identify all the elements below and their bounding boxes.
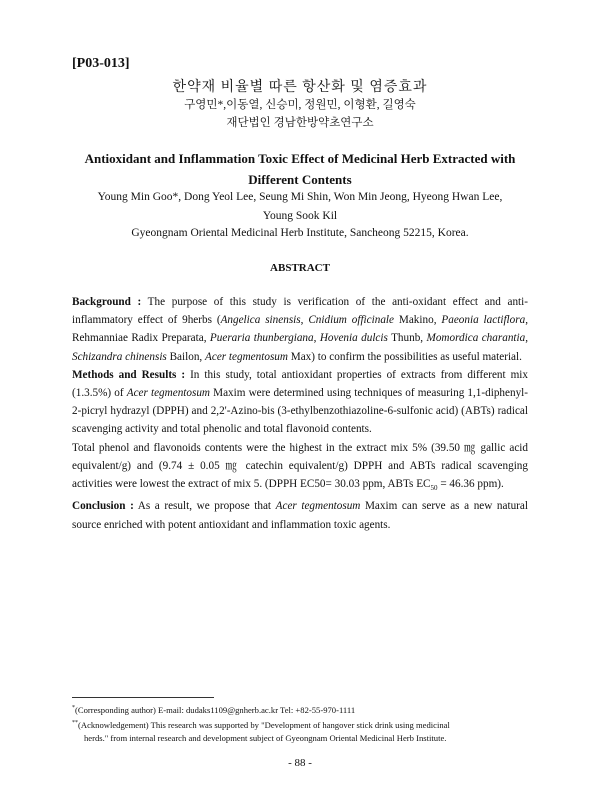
korean-institute: 재단법인 경남한방약초연구소 bbox=[226, 117, 374, 129]
footnotes bbox=[72, 702, 532, 745]
english-title-line-1: Antioxidant and Inflammation Toxic Effect of Medicinal Herb Extracted with bbox=[84, 151, 516, 166]
english-authors-line-1: Young Min Goo*, Dong Yeol Lee, Seung Mi Shin, Won Min Jeong, Hyeong Hwan Lee, bbox=[97, 191, 503, 203]
conclusion-paragraph bbox=[72, 497, 528, 533]
results-text: Total phenol and flavonoids contents were the highest in the extract mix 5% (39.50 ㎎ gallic acid equivalent/g) and (9.74 ± 0.05 ㎎ catechin equivalent/g) DPPH and ABTs radical scavenging activities were lowest the extract of mix 5. (DPPH EC50= 30.03 ppm, ABTs EC bbox=[72, 441, 528, 491]
herb-name: Schizandra chinensis bbox=[72, 350, 167, 363]
herb-name: Momordica charantia bbox=[426, 332, 526, 345]
results-text: = 46.36 ppm). bbox=[437, 478, 504, 491]
background-paragraph bbox=[72, 293, 528, 366]
background-label: Background : bbox=[72, 296, 142, 308]
english-institute: Gyeongnam Oriental Medicinal Herb Institute, Sancheong 52215, Korea. bbox=[131, 227, 469, 239]
english-authors-line-2: Young Sook Kil bbox=[262, 210, 338, 222]
methods-text: Maxim were determined using techniques of measuring 1,1-diphenyl-2-picryl hydrazyl (DPPH) and 2,2'-Azino-bis (3-ethylbenzothiazoline-6-sulfonic acid) (ABTs) radical scavenging activity and total phenolic and total flavonoid contents. bbox=[72, 387, 529, 436]
background-text: Bailon, bbox=[166, 350, 206, 363]
footnote-mark: * bbox=[72, 705, 75, 711]
herb-name: Acer tegmentosum bbox=[275, 500, 361, 513]
herb-name: Cnidium officinale bbox=[308, 314, 395, 327]
footnote-corresponding bbox=[72, 702, 532, 717]
background-text: Max) to confirm the possibilities as useful material. bbox=[287, 350, 522, 363]
english-title bbox=[60, 148, 540, 190]
results-paragraph bbox=[72, 439, 528, 498]
separator: , bbox=[313, 332, 320, 345]
conclusion-text: Maxim can serve as a new natural source enriched with potent antioxidant and inflammation toxic agents. bbox=[72, 500, 528, 531]
korean-title: 한약재 비율별 따른 항산화 및 염증효과 bbox=[172, 80, 428, 95]
poster-code: [P03-013] bbox=[72, 56, 130, 71]
background-text: Makino, bbox=[394, 314, 442, 327]
page-number: - 88 - bbox=[288, 757, 312, 769]
footnote-acknowledgement-cont: herds." from internal research and development subject of Gyeongnam Oriental Medicinal Herb Institute. bbox=[84, 732, 447, 743]
abstract-body bbox=[72, 293, 528, 534]
footnote-text: (Acknowledgement) This research was supported by "Development of hangover stick drink using medicinal bbox=[78, 719, 450, 730]
english-authors bbox=[60, 188, 540, 226]
herb-name: Hovenia dulcis bbox=[319, 332, 388, 345]
footnote-text: (Corresponding author) E-mail: dudaks1109@gnherb.ac.kr Tel: +82-55-970-1111 bbox=[75, 704, 356, 715]
english-title-line-2: Different Contents bbox=[248, 172, 352, 187]
herb-name: Pueraria thunbergiana bbox=[209, 332, 314, 345]
methods-label: Methods and Results : bbox=[72, 368, 186, 381]
herb-name: Angelica sinensis bbox=[220, 314, 301, 327]
methods-text: In this study, total antioxidant properties of extracts from different mix (1.3.5%) of bbox=[72, 368, 529, 400]
methods-paragraph bbox=[72, 366, 528, 439]
background-text: Thunb, bbox=[387, 332, 427, 345]
footnote-divider bbox=[72, 697, 214, 698]
footnote-mark: ** bbox=[72, 719, 78, 726]
conclusion-text: As a result, we propose that bbox=[133, 500, 276, 513]
separator: , bbox=[300, 314, 309, 327]
separator: , bbox=[525, 332, 529, 345]
background-text: , Rehmanniae Radix Preparata, bbox=[72, 314, 528, 345]
herb-name: Acer tegmentosum bbox=[126, 387, 211, 400]
conclusion-label: Conclusion : bbox=[72, 500, 134, 513]
abstract-heading: ABSTRACT bbox=[270, 262, 330, 274]
herb-name: Paeonia lactiflora bbox=[441, 314, 526, 327]
background-text: The purpose of this study is verification of the anti-oxidant effect and anti-inflammatory effect of 9herbs ( bbox=[72, 296, 528, 327]
results-subscript: 50 bbox=[430, 484, 438, 493]
footnote-acknowledgement bbox=[72, 717, 532, 732]
korean-authors: 구영민*,이동열, 신승미, 정원민, 이형환, 길영숙 bbox=[184, 99, 416, 111]
herb-name: Acer tegmentosum bbox=[205, 350, 288, 363]
